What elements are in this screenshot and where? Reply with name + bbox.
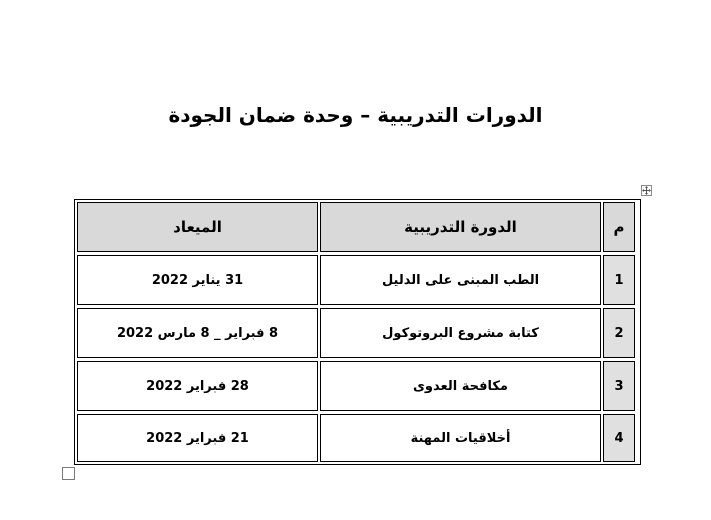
header-date: الميعاد — [77, 202, 318, 252]
row-4-course: أخلاقيات المهنة — [320, 414, 601, 462]
row-4-date: 21 فبراير 2022 — [77, 414, 318, 462]
table-move-handle[interactable] — [641, 185, 652, 196]
header-index: م — [603, 202, 635, 252]
row-1-date: 31 يناير 2022 — [77, 255, 318, 305]
row-2-index: 2 — [603, 308, 635, 358]
row-3-course: مكافحة العدوى — [320, 361, 601, 411]
row-2-date: 8 فبراير _ 8 مارس 2022 — [77, 308, 318, 358]
row-1-course: الطب المبنى على الدليل — [320, 255, 601, 305]
resize-square-icon[interactable] — [62, 467, 75, 480]
page-title: الدورات التدريبية – وحدة ضمان الجودة — [168, 103, 543, 127]
header-course: الدورة التدريبية — [320, 202, 601, 252]
row-2-course: كتابة مشروع البروتوكول — [320, 308, 601, 358]
move-arrows-icon — [642, 186, 651, 195]
row-1-index: 1 — [603, 255, 635, 305]
row-3-date: 28 فبراير 2022 — [77, 361, 318, 411]
row-4-index: 4 — [603, 414, 635, 462]
row-3-index: 3 — [603, 361, 635, 411]
courses-table — [74, 199, 641, 465]
